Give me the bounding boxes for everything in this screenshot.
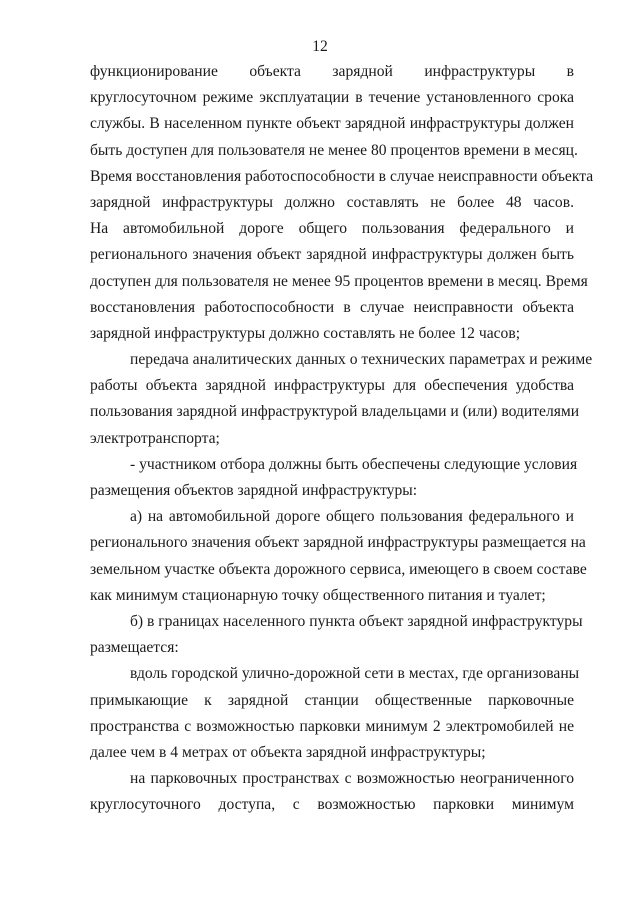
text-line: службы. В населенном пункте объект зарядной инфраструктуры должен — [90, 115, 574, 133]
text-line: Время восстановления работоспособности в случае неисправности объекта — [90, 167, 594, 185]
text-line: б) в границах населенного пункта объект зарядной инфраструктуры — [130, 612, 583, 630]
paragraph — [90, 766, 574, 818]
text-line: круглосуточном режиме эксплуатации в течение установленного срока — [90, 89, 574, 107]
text-line: а) на автомобильной дороге общего пользования федерального и — [130, 508, 574, 526]
text-line: передача аналитических данных о технических параметрах и режиме — [130, 351, 593, 369]
text-line: регионального значения объект зарядной инфраструктуры должен быть — [90, 246, 574, 264]
document-body — [90, 59, 594, 818]
page-number: 12 — [312, 38, 328, 55]
text-line: размещения объектов зарядной инфраструктуры: — [90, 482, 418, 499]
paragraph — [90, 452, 578, 504]
text-line: регионального значения объект зарядной инфраструктуры размещается на — [90, 534, 586, 552]
paragraph — [90, 59, 594, 347]
paragraph — [90, 661, 580, 766]
text-line: пользования зарядной инфраструктурой владельцами и (или) водителями — [90, 403, 580, 421]
paragraph — [90, 609, 583, 661]
text-line: пространства с возможностью парковки минимум 2 электромобилей не — [90, 717, 574, 735]
text-line: вдоль городской улично-дорожной сети в местах, где организованы — [130, 665, 580, 683]
text-line: быть доступен для пользователя не менее 80 процентов времени в месяц. — [90, 141, 578, 159]
text-line: функционирование объекта зарядной инфраструктуры в — [90, 63, 574, 80]
text-line: как минимум стационарную точку общественного питания и туалет; — [90, 586, 546, 604]
text-line: примыкающие к зарядной станции общественные парковочные — [90, 691, 574, 709]
text-line: далее чем в 4 метрах от объекта зарядной инфраструктуры; — [90, 743, 486, 761]
text-line: на парковочных пространствах с возможностью неограниченного — [130, 770, 574, 788]
text-line: доступен для пользователя не менее 95 процентов времени в месяц. Время — [90, 272, 588, 290]
text-line: электротранспорта; — [90, 429, 220, 447]
text-line: зарядной инфраструктуры должно составлять не более 48 часов. — [90, 193, 574, 211]
paragraph — [90, 347, 593, 452]
text-line: На автомобильной дороге общего пользования федерального и — [90, 220, 574, 238]
text-line: восстановления работоспособности в случае неисправности объекта — [90, 298, 574, 316]
text-line: работы объекта зарядной инфраструктуры для обеспечения удобства — [90, 377, 574, 395]
text-line: круглосуточного доступа, с возможностью парковки минимум — [90, 796, 574, 814]
text-line: - участником отбора должны быть обеспечены следующие условия — [130, 455, 578, 473]
text-line: зарядной инфраструктуры должно составлять не более 12 часов; — [90, 324, 521, 342]
paragraph — [90, 504, 587, 609]
text-line: земельном участке объекта дорожного сервиса, имеющего в своем составе — [90, 560, 587, 578]
text-line: размещается: — [90, 639, 179, 657]
